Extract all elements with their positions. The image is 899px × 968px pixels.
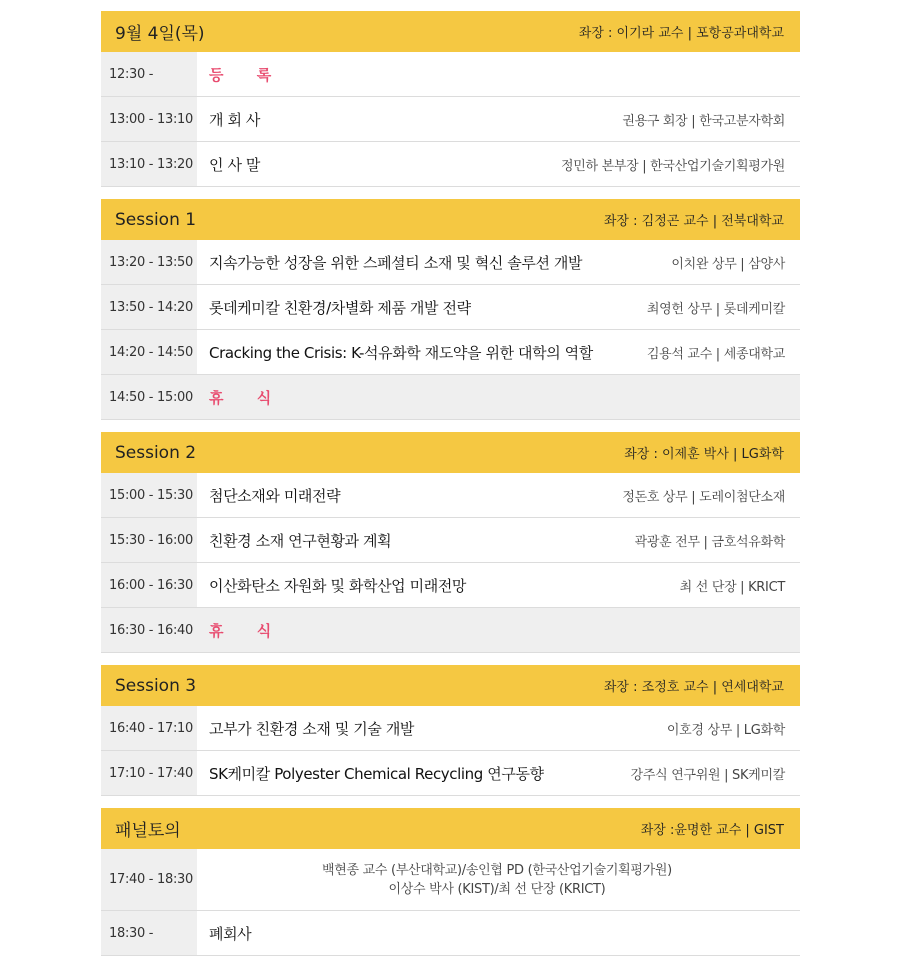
row-topic: Cracking the Crisis: K-석유화학 재도약을 위한 대학의 역할 — [209, 343, 593, 362]
row-time: 13:10 - 13:20 — [101, 142, 197, 186]
row-time: 12:30 - — [101, 52, 197, 96]
schedule-row — [101, 473, 800, 518]
schedule-row — [101, 52, 800, 97]
schedule-row-break — [101, 608, 800, 653]
section-header — [101, 11, 800, 52]
section-chair: 좌장 :윤명한 교수 | GIST — [640, 823, 784, 838]
row-time: 17:10 - 17:40 — [101, 751, 197, 795]
row-topic: SK케미칼 Polyester Chemical Recycling 연구동향 — [209, 764, 544, 783]
schedule-row-panel — [101, 849, 800, 911]
section-panel — [101, 808, 800, 956]
row-topic: 휴 식 — [209, 621, 286, 640]
schedule-row — [101, 97, 800, 142]
row-topic: 이산화탄소 자원화 및 화학산업 미래전망 — [209, 576, 467, 595]
row-time: 13:20 - 13:50 — [101, 240, 197, 284]
section-chair: 좌장 : 이기라 교수 | 포항공과대학교 — [578, 26, 784, 41]
row-topic: 고부가 친환경 소재 및 기술 개발 — [209, 719, 415, 738]
section-header — [101, 665, 800, 706]
schedule-row-break — [101, 375, 800, 420]
row-speaker: 정돈호 상무 | 도레이첨단소재 — [622, 489, 785, 505]
section-session-2 — [101, 432, 800, 653]
schedule-row — [101, 563, 800, 608]
section-title: Session 3 — [115, 675, 197, 696]
row-time: 17:40 - 18:30 — [101, 849, 197, 910]
row-topic: 개 회 사 — [209, 110, 261, 129]
schedule-row — [101, 518, 800, 563]
row-topic: 등 록 — [209, 65, 286, 84]
row-topic: 휴 식 — [209, 388, 286, 407]
row-speaker: 이치완 상무 | 삼양사 — [671, 256, 785, 272]
program-schedule — [101, 11, 800, 968]
schedule-row — [101, 751, 800, 796]
schedule-row — [101, 142, 800, 187]
section-header — [101, 808, 800, 849]
schedule-row — [101, 285, 800, 330]
row-speaker: 곽광훈 전무 | 금호석유화학 — [634, 534, 785, 550]
row-time: 15:30 - 16:00 — [101, 518, 197, 562]
row-time: 14:20 - 14:50 — [101, 330, 197, 374]
row-topic: 첨단소재와 미래전략 — [209, 486, 341, 505]
row-time: 13:50 - 14:20 — [101, 285, 197, 329]
section-chair: 좌장 : 조정호 교수 | 연세대학교 — [603, 680, 784, 695]
row-speaker: 이호경 상무 | LG화학 — [666, 722, 785, 738]
schedule-row — [101, 240, 800, 285]
section-title: Session 2 — [115, 442, 197, 463]
section-title: 9월 4일(목) — [115, 24, 205, 44]
row-time: 16:30 - 16:40 — [101, 608, 197, 652]
section-header — [101, 432, 800, 473]
row-speaker: 강주식 연구위원 | SK케미칼 — [630, 767, 785, 783]
row-topic: 롯데케미칼 친환경/차별화 제품 개발 전략 — [209, 298, 471, 317]
section-opening — [101, 11, 800, 187]
section-title: 패널토의 — [115, 821, 181, 841]
panel-speakers-line-1: 백현종 교수 (부산대학교)/송인협 PD (한국산업기술기획평가원) — [322, 862, 672, 878]
row-speaker: 최영헌 상무 | 롯데케미칼 — [646, 301, 785, 317]
row-speaker: 김용석 교수 | 세종대학교 — [646, 346, 785, 362]
row-time: 15:00 - 15:30 — [101, 473, 197, 517]
row-time: 13:00 - 13:10 — [101, 97, 197, 141]
section-chair: 좌장 : 김정곤 교수 | 전북대학교 — [603, 214, 784, 229]
section-session-3 — [101, 665, 800, 796]
section-title: Session 1 — [115, 209, 197, 230]
panel-speakers-line-2: 이상수 박사 (KIST)/최 선 단장 (KRICT) — [388, 881, 606, 897]
row-time: 18:30 - — [101, 911, 197, 955]
row-time: 16:00 - 16:30 — [101, 563, 197, 607]
section-session-1 — [101, 199, 800, 420]
section-header — [101, 199, 800, 240]
row-speaker: 정민하 본부장 | 한국산업기술기획평가원 — [561, 158, 785, 174]
row-topic: 친환경 소재 연구현황과 계획 — [209, 531, 392, 550]
schedule-row — [101, 706, 800, 751]
row-time: 16:40 - 17:10 — [101, 706, 197, 750]
row-topic: 폐회사 — [209, 924, 252, 943]
section-chair: 좌장 : 이제훈 박사 | LG화학 — [624, 447, 784, 462]
row-time: 14:50 - 15:00 — [101, 375, 197, 419]
schedule-row — [101, 330, 800, 375]
row-speaker: 최 선 단장 | KRICT — [679, 579, 785, 595]
row-speaker: 권용구 회장 | 한국고분자학회 — [622, 113, 785, 129]
row-topic: 지속가능한 성장을 위한 스페셜티 소재 및 혁신 솔루션 개발 — [209, 253, 583, 272]
row-topic: 인 사 말 — [209, 155, 261, 174]
schedule-row — [101, 911, 800, 956]
